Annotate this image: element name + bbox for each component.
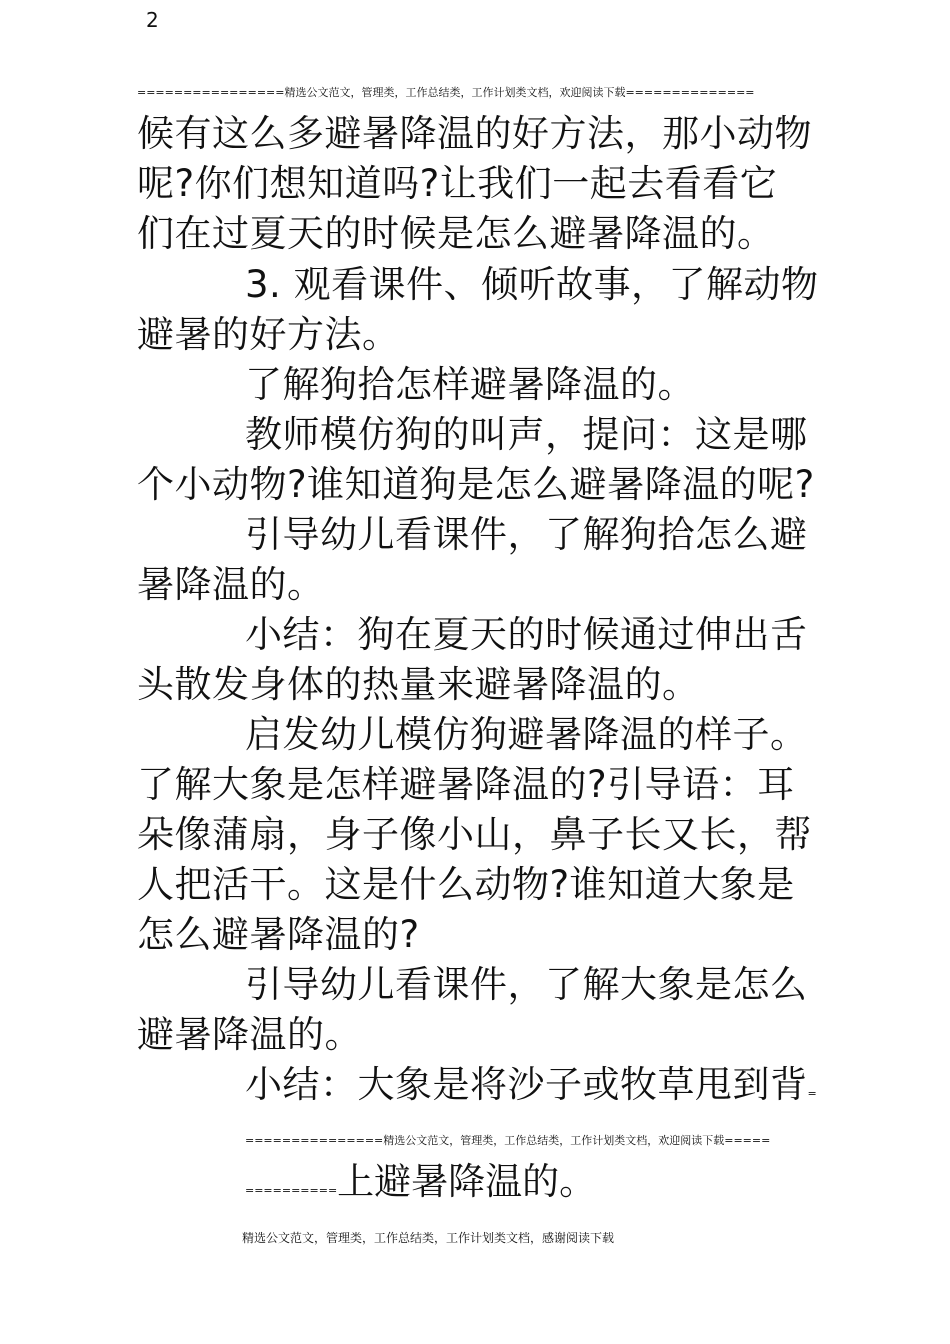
- continuation-prefix: ==========: [245, 1184, 338, 1197]
- text-line: 个小动物?谁知道狗是怎么避暑降温的呢?: [137, 463, 815, 506]
- text-line: 3. 观看课件、倾听故事，了解动物: [245, 263, 819, 306]
- text-line: 避暑降温的。: [137, 1013, 362, 1056]
- text-line: 启发幼儿模仿狗避暑降温的样子。: [245, 713, 808, 756]
- text-line: 暑降温的。: [137, 563, 325, 606]
- text-line: 教师模仿狗的叫声，提问：这是哪: [245, 413, 808, 456]
- continuation-line: [245, 1158, 596, 1215]
- text-line: 怎么避暑降温的?: [137, 913, 420, 956]
- text-line: 了解狗拾怎样避暑降温的。: [245, 363, 695, 406]
- text-line: 们在过夏天的时候是怎么避暑降温的。: [137, 212, 775, 255]
- text-line: [245, 1061, 817, 1118]
- header-banner: ================精选公文范文，管理类，工作总结类，工作计划类文档，欢迎阅读下载==============: [137, 86, 755, 99]
- text-line: 朵像蒲扇，身子像小山，鼻子长又长，帮: [137, 813, 812, 856]
- line-trail-mark: =: [807, 1087, 818, 1100]
- text-line: 避暑的好方法。: [137, 313, 400, 356]
- footer-text: 精选公文范文，管理类，工作总结类，工作计划类文档，感谢阅读下载: [242, 1231, 615, 1245]
- text-line: 引导幼儿看课件，了解大象是怎么: [245, 963, 808, 1006]
- continuation-text: 上避暑降温的。: [337, 1160, 597, 1203]
- text-line: 头散发身体的热量来避暑降温的。: [137, 663, 700, 706]
- text-line-content: 小结：大象是将沙子或牧草甩到背: [245, 1063, 808, 1106]
- text-line: 呢?你们想知道吗?让我们一起去看看它: [137, 162, 778, 205]
- mid-banner: ===============精选公文范文，管理类，工作总结类，工作计划类文档，欢迎阅读下载=====: [245, 1134, 771, 1147]
- text-line: 了解大象是怎样避暑降温的?引导语：耳: [137, 763, 795, 806]
- page-number: 2: [146, 8, 159, 32]
- text-line: 候有这么多避暑降温的好方法，那小动物: [137, 112, 812, 155]
- text-line: 小结：狗在夏天的时候通过伸出舌: [245, 613, 808, 656]
- text-line: 人把活干。这是什么动物?谁知道大象是: [137, 863, 795, 906]
- text-line: 引导幼儿看课件，了解狗拾怎么避: [245, 513, 808, 556]
